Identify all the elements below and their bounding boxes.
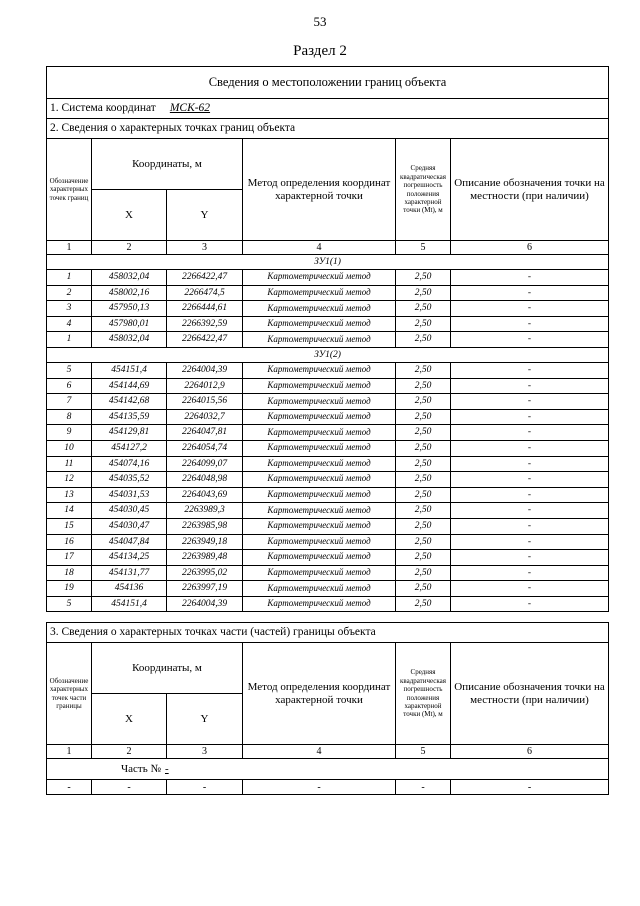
table-title: Сведения о местоположении границ объекта	[47, 67, 609, 99]
boundary-table	[46, 66, 609, 612]
column-number: 5	[396, 745, 451, 759]
table-row	[47, 440, 609, 456]
header-method: Метод определения координат характерной точки	[243, 643, 396, 745]
coord-x: 454030,45	[92, 503, 167, 519]
coord-system-value: МСК-62	[169, 102, 211, 115]
method: Картометрический метод	[243, 362, 396, 378]
description: -	[451, 285, 609, 301]
coord-y: 2264043,69	[167, 487, 243, 503]
empty-cell: -	[396, 780, 451, 795]
table-row	[47, 472, 609, 488]
coord-x: 457980,01	[92, 316, 167, 332]
accuracy: 2,50	[396, 425, 451, 441]
column-number: 1	[47, 745, 92, 759]
header-accuracy: Средняя квадратическая погрешность положения характерной точки (Mt), м	[396, 643, 451, 745]
coord-y: 2264004,39	[167, 596, 243, 612]
point-id: 1	[47, 332, 92, 348]
point-id: 9	[47, 425, 92, 441]
accuracy: 2,50	[396, 472, 451, 488]
header-y: Y	[167, 190, 243, 241]
method: Картометрический метод	[243, 394, 396, 410]
coord-y: 2266422,47	[167, 332, 243, 348]
method: Картометрический метод	[243, 456, 396, 472]
description: -	[451, 581, 609, 597]
header-description: Описание обозначения точки на местности (при наличии)	[451, 139, 609, 241]
coord-y: 2264048,98	[167, 472, 243, 488]
parts-table	[46, 622, 609, 795]
coord-x: 454035,52	[92, 472, 167, 488]
column-number: 5	[396, 241, 451, 255]
description: -	[451, 301, 609, 317]
point-id: 13	[47, 487, 92, 503]
part-value: -	[164, 762, 169, 775]
coord-x: 454030,47	[92, 518, 167, 534]
table-row	[47, 456, 609, 472]
description: -	[451, 565, 609, 581]
column-number: 3	[167, 745, 243, 759]
header-coords: Координаты, м	[92, 139, 243, 190]
coord-x: 454127,2	[92, 440, 167, 456]
method: Картометрический метод	[243, 409, 396, 425]
description: -	[451, 440, 609, 456]
coord-x: 454074,16	[92, 456, 167, 472]
description: -	[451, 332, 609, 348]
coord-x: 454135,59	[92, 409, 167, 425]
coord-y: 2264047,81	[167, 425, 243, 441]
coord-system-row	[47, 99, 609, 119]
table-row	[47, 409, 609, 425]
method: Картометрический метод	[243, 487, 396, 503]
description: -	[451, 518, 609, 534]
coord-y: 2266444,61	[167, 301, 243, 317]
coord-y: 2264012,9	[167, 378, 243, 394]
page-number: 53	[313, 14, 327, 29]
column-number: 3	[167, 241, 243, 255]
description: -	[451, 550, 609, 566]
header-point: Обозначение характерных точек части границы	[47, 643, 92, 745]
header-x: X	[92, 190, 167, 241]
header-coords: Координаты, м	[92, 643, 243, 694]
part-row	[47, 759, 609, 780]
coord-x: 454144,69	[92, 378, 167, 394]
empty-cell: -	[243, 780, 396, 795]
description: -	[451, 596, 609, 612]
method: Картометрический метод	[243, 378, 396, 394]
part-label: Часть №	[121, 762, 161, 775]
coord-x: 458032,04	[92, 332, 167, 348]
description: -	[451, 456, 609, 472]
table-row	[47, 301, 609, 317]
table-row	[47, 362, 609, 378]
description: -	[451, 534, 609, 550]
coord-y: 2263989,48	[167, 550, 243, 566]
coord-y: 2263985,98	[167, 518, 243, 534]
point-id: 18	[47, 565, 92, 581]
coord-x: 454142,68	[92, 394, 167, 410]
coord-y: 2266392,59	[167, 316, 243, 332]
coord-y: 2263949,18	[167, 534, 243, 550]
point-id: 17	[47, 550, 92, 566]
method: Картометрический метод	[243, 534, 396, 550]
coord-x: 454131,77	[92, 565, 167, 581]
point-id: 6	[47, 378, 92, 394]
table-row	[47, 503, 609, 519]
accuracy: 2,50	[396, 534, 451, 550]
coord-x: 457950,13	[92, 301, 167, 317]
column-number: 4	[243, 745, 396, 759]
point-id: 4	[47, 316, 92, 332]
method: Картометрический метод	[243, 565, 396, 581]
section2-title: 2. Сведения о характерных точках границ объекта	[47, 119, 609, 139]
empty-cell: -	[47, 780, 92, 795]
point-id: 2	[47, 285, 92, 301]
method: Картометрический метод	[243, 503, 396, 519]
description: -	[451, 472, 609, 488]
point-id: 5	[47, 596, 92, 612]
column-number: 2	[92, 745, 167, 759]
accuracy: 2,50	[396, 596, 451, 612]
group-label: ЗУ1(1)	[47, 255, 609, 270]
accuracy: 2,50	[396, 270, 451, 286]
table-row	[47, 534, 609, 550]
table-row	[47, 285, 609, 301]
method: Картометрический метод	[243, 332, 396, 348]
table-row	[47, 596, 609, 612]
method: Картометрический метод	[243, 472, 396, 488]
section-title: Раздел 2	[293, 43, 347, 59]
method: Картометрический метод	[243, 425, 396, 441]
coord-y: 2264099,07	[167, 456, 243, 472]
table-row	[47, 378, 609, 394]
point-id: 5	[47, 362, 92, 378]
header-method: Метод определения координат характерной точки	[243, 139, 396, 241]
description: -	[451, 503, 609, 519]
coord-y: 2264015,56	[167, 394, 243, 410]
method: Картометрический метод	[243, 285, 396, 301]
coord-system-label: 1. Система координат	[50, 102, 156, 115]
group-label: ЗУ1(2)	[47, 347, 609, 362]
point-id: 10	[47, 440, 92, 456]
description: -	[451, 409, 609, 425]
method: Картометрический метод	[243, 581, 396, 597]
coord-x: 454129,81	[92, 425, 167, 441]
empty-cell: -	[92, 780, 167, 795]
accuracy: 2,50	[396, 440, 451, 456]
coord-y: 2266474,5	[167, 285, 243, 301]
point-id: 19	[47, 581, 92, 597]
accuracy: 2,50	[396, 394, 451, 410]
point-id: 8	[47, 409, 92, 425]
point-id: 3	[47, 301, 92, 317]
accuracy: 2,50	[396, 487, 451, 503]
accuracy: 2,50	[396, 362, 451, 378]
accuracy: 2,50	[396, 503, 451, 519]
accuracy: 2,50	[396, 301, 451, 317]
coord-x: 454151,4	[92, 596, 167, 612]
description: -	[451, 394, 609, 410]
description: -	[451, 270, 609, 286]
coord-x: 458002,16	[92, 285, 167, 301]
description: -	[451, 425, 609, 441]
method: Картометрический метод	[243, 440, 396, 456]
coord-x: 454151,4	[92, 362, 167, 378]
coord-x: 454134,25	[92, 550, 167, 566]
coord-y: 2263995,02	[167, 565, 243, 581]
column-number: 2	[92, 241, 167, 255]
header-description: Описание обозначения точки на местности (при наличии)	[451, 643, 609, 745]
point-id: 11	[47, 456, 92, 472]
method: Картометрический метод	[243, 550, 396, 566]
coord-y: 2263989,3	[167, 503, 243, 519]
method: Картометрический метод	[243, 270, 396, 286]
method: Картометрический метод	[243, 596, 396, 612]
header-point: Обозначение характерных точек границ	[47, 139, 92, 241]
point-id: 1	[47, 270, 92, 286]
column-number: 6	[451, 745, 609, 759]
section3-title: 3. Сведения о характерных точках части (частей) границы объекта	[47, 623, 609, 643]
coord-x: 454136	[92, 581, 167, 597]
accuracy: 2,50	[396, 456, 451, 472]
description: -	[451, 316, 609, 332]
table-row	[47, 425, 609, 441]
description: -	[451, 487, 609, 503]
header-accuracy: Средняя квадратическая погрешность положения характерной точки (Mt), м	[396, 139, 451, 241]
point-id: 12	[47, 472, 92, 488]
table-row	[47, 581, 609, 597]
coord-y: 2263997,19	[167, 581, 243, 597]
method: Картометрический метод	[243, 518, 396, 534]
accuracy: 2,50	[396, 565, 451, 581]
table-row	[47, 270, 609, 286]
column-number: 4	[243, 241, 396, 255]
coord-y: 2264054,74	[167, 440, 243, 456]
empty-cell: -	[451, 780, 609, 795]
method: Картометрический метод	[243, 316, 396, 332]
point-id: 16	[47, 534, 92, 550]
description: -	[451, 362, 609, 378]
table-row	[47, 332, 609, 348]
accuracy: 2,50	[396, 409, 451, 425]
table-row	[47, 487, 609, 503]
column-number: 1	[47, 241, 92, 255]
coord-y: 2266422,47	[167, 270, 243, 286]
coord-y: 2264004,39	[167, 362, 243, 378]
table-row	[47, 316, 609, 332]
point-id: 7	[47, 394, 92, 410]
accuracy: 2,50	[396, 316, 451, 332]
table-row	[47, 550, 609, 566]
accuracy: 2,50	[396, 550, 451, 566]
coord-y: 2264032,7	[167, 409, 243, 425]
accuracy: 2,50	[396, 285, 451, 301]
column-number: 6	[451, 241, 609, 255]
table-row	[47, 565, 609, 581]
header-y: Y	[167, 694, 243, 745]
method: Картометрический метод	[243, 301, 396, 317]
table-row	[47, 518, 609, 534]
header-x: X	[92, 694, 167, 745]
empty-cell: -	[167, 780, 243, 795]
accuracy: 2,50	[396, 518, 451, 534]
point-id: 14	[47, 503, 92, 519]
coord-x: 454031,53	[92, 487, 167, 503]
accuracy: 2,50	[396, 332, 451, 348]
accuracy: 2,50	[396, 581, 451, 597]
description: -	[451, 378, 609, 394]
accuracy: 2,50	[396, 378, 451, 394]
point-id: 15	[47, 518, 92, 534]
coord-x: 458032,04	[92, 270, 167, 286]
coord-x: 454047,84	[92, 534, 167, 550]
table-row	[47, 394, 609, 410]
